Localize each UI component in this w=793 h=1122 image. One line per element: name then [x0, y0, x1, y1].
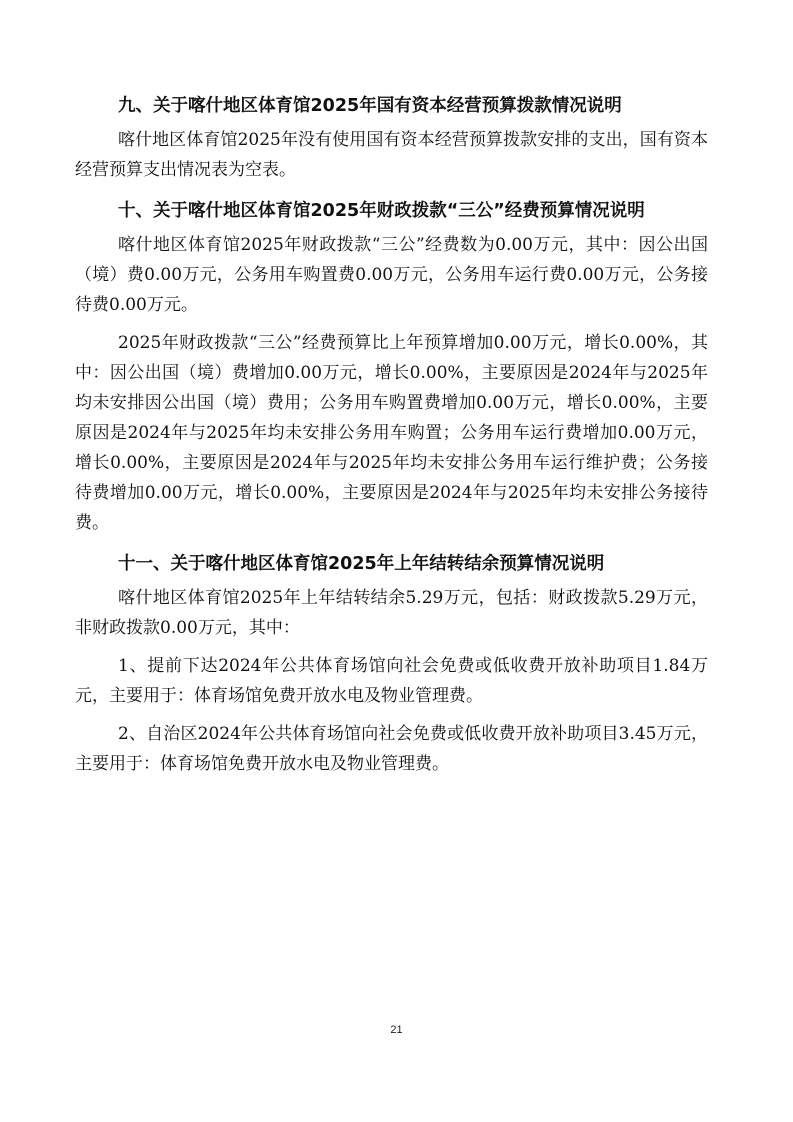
- section-heading: 十、关于喀什地区体育馆2025年财政拨款“三公”经费预算情况说明: [118, 201, 645, 221]
- paragraph: 2、自治区2024年公共体育场馆向社会免费或低收费开放补助项目3.45万元，主要用于：体育场馆免费开放水电及物业管理费。: [75, 724, 708, 774]
- paragraph: 喀什地区体育馆2025年没有使用国有资本经营预算拨款安排的支出，国有资本经营预算支出情况表为空表。: [75, 130, 708, 180]
- paragraph: 2025年财政拨款“三公”经费预算比上年预算增加0.00万元，增长0.00%，其中：因公出国（境）费增加0.00万元，增长0.00%，主要原因是2024年与2025年均未安排因公出国（境）费用；公务用车购置费增加0.00万元，增长0.00%，主要原因是2024年与2025年均未安排公务用车购置；公务用车运行费增加0.00万元，增长0.00%，主要原因是2024年与2025年均未安排公务用车运行维护费；公务接待费增加0.00万元，增长0.00%，主要原因是2024年与2025年均未安排公务接待费。: [75, 333, 708, 533]
- paragraph: 喀什地区体育馆2025年上年结转结余5.29万元，包括：财政拨款5.29万元，非财政拨款0.00万元，其中：: [75, 588, 708, 638]
- section-heading: 十一、关于喀什地区体育馆2025年上年结转结余预算情况说明: [118, 554, 605, 574]
- paragraph: 1、提前下达2024年公共体育场馆向社会免费或低收费开放补助项目1.84万元，主要用于：体育场馆免费开放水电及物业管理费。: [75, 656, 708, 706]
- section-heading: 九、关于喀什地区体育馆2025年国有资本经营预算拨款情况说明: [118, 96, 622, 116]
- paragraph: 喀什地区体育馆2025年财政拨款“三公”经费数为0.00万元，其中：因公出国（境）费0.00万元，公务用车购置费0.00万元，公务用车运行费0.00万元，公务接待费0.00万元。: [75, 235, 708, 315]
- page-number: 21: [390, 1024, 403, 1036]
